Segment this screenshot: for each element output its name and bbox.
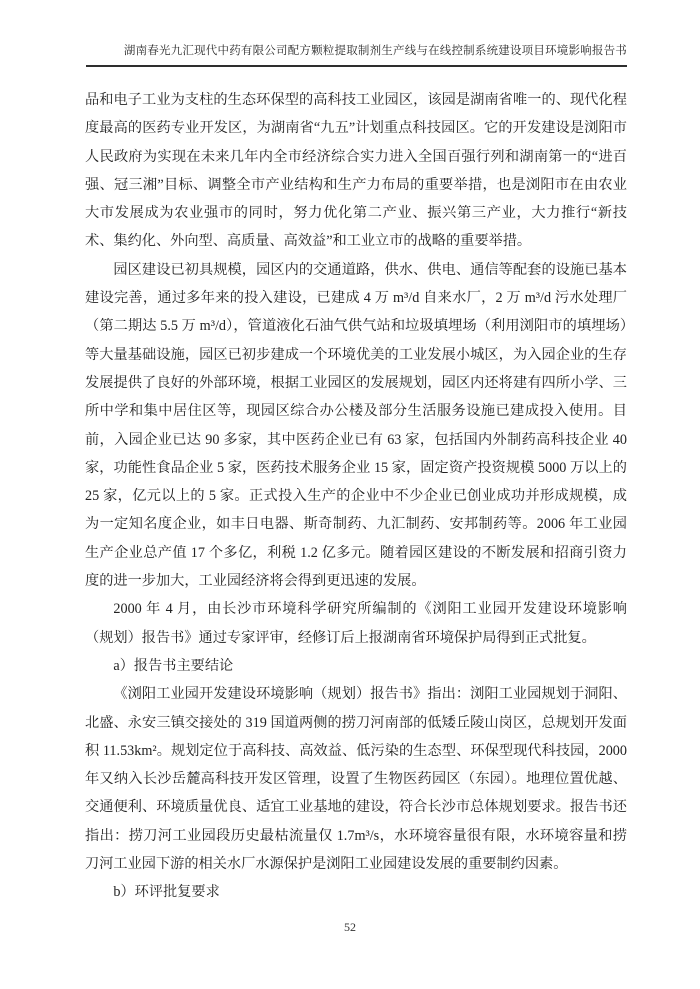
paragraph-continuation: 品和电子工业为支柱的生态环保型的高科技工业园区，该园是湖南省唯一的、现代化程度最高的医药专业开发区，为湖南省“九五”计划重点科技园区。它的开发建设是浏阳市人民政府为实现在未来几年内全市经济综合实力进入全国百强行列和湖南第一的“进百强、冠三湘”目标、调整全市产业结构和生产力布局的重要举措，也是浏阳市在由农业大市发展成为农业强市的同时，努力优化第二产业、振兴第三产业，大力推行“新技术、集约化、外向型、高质量、高效益”和工业立市的战略的重要举措。 (85, 92, 627, 250)
heading-report-conclusions: a）报告书主要结论 (113, 657, 234, 674)
page-header (86, 42, 627, 67)
paragraph-report-findings: 《浏阳工业园开发建设环境影响（规划）报告书》指出：浏阳工业园规划于洞阳、北盛、永安三镇交接处的 319 国道两侧的捞刀河南部的低矮丘陵山岗区，总规划开发面积 11.53km²。规划定位于高科技、高效益、低污染的生态型、环保型现代科技园，2000 年又纳入长沙岳麓高科技开发区管理，设置了生物医药园区（东园）。地理位置优越、交通便利、环境质量优良、适宜工业基地的建设，符合长沙市总体规划要求。报告书还指出：捞刀河工业园段历史最枯流量仅 1.7m³/s，水环境容量很有限，水环境容量和捞刀河工业园下游的相关水厂水源保护是浏阳工业园建设发展的重要制约因素。 (85, 686, 627, 873)
paragraph-park-construction: 园区建设已初具规模，园区内的交通道路，供水、供电、通信等配套的设施已基本建设完善，通过多年来的投入建设，已建成 4 万 m³/d 自来水厂，2 万 m³/d 污水处理厂（第二期达 5.5 万 m³/d），管道液化石油气供气站和垃圾填埋场（利用浏阳市的填埋场）等大量基础设施，园区已初步建成一个环境优美的工业发展小城区，为入园企业的生存发展提供了良好的外部环境，根据工业园区的发展规划，园区内还将建有四所小学、三所中学和集中居住区等，现园区综合办公楼及部分生活服务设施已建成投入使用。目前，入园企业已达 90 多家，其中医药企业已有 63 家，包括国内外制药高科技企业 40 家，功能性食品企业 5 家，医药技术服务企业 15 家，固定资产投资规模 5000 万以上的 25 家，亿元以上的 5 家。正式投入生产的企业中不少企业已创业成功并形成规模，成为一定知名度企业，如丰日电器、斯奇制药、九汇制药、安邦制药等。2006 年工业园生产企业总产值 17 个多亿，利税 1.2 亿多元。随着园区建设的不断发展和招商引资力度的进一步加大，工业园经济将会得到更迅速的发展。 (85, 261, 627, 590)
page-footer (0, 920, 700, 935)
paragraph-report-approval: 2000 年 4 月，由长沙市环境科学研究所编制的《浏阳工业园开发建设环境影响（规划）报告书》通过专家评审，经修订后上报湖南省环境保护局得到正式批复。 (85, 601, 627, 646)
document-body (85, 86, 627, 907)
heading-eia-approval-requirements: b）环评批复要求 (113, 884, 220, 901)
page-number: 52 (344, 920, 356, 934)
header-title: 湖南春光九汇现代中药有限公司配方颗粒提取制剂生产线与在线控制系统建设项目环境影响报告书 (123, 45, 627, 57)
